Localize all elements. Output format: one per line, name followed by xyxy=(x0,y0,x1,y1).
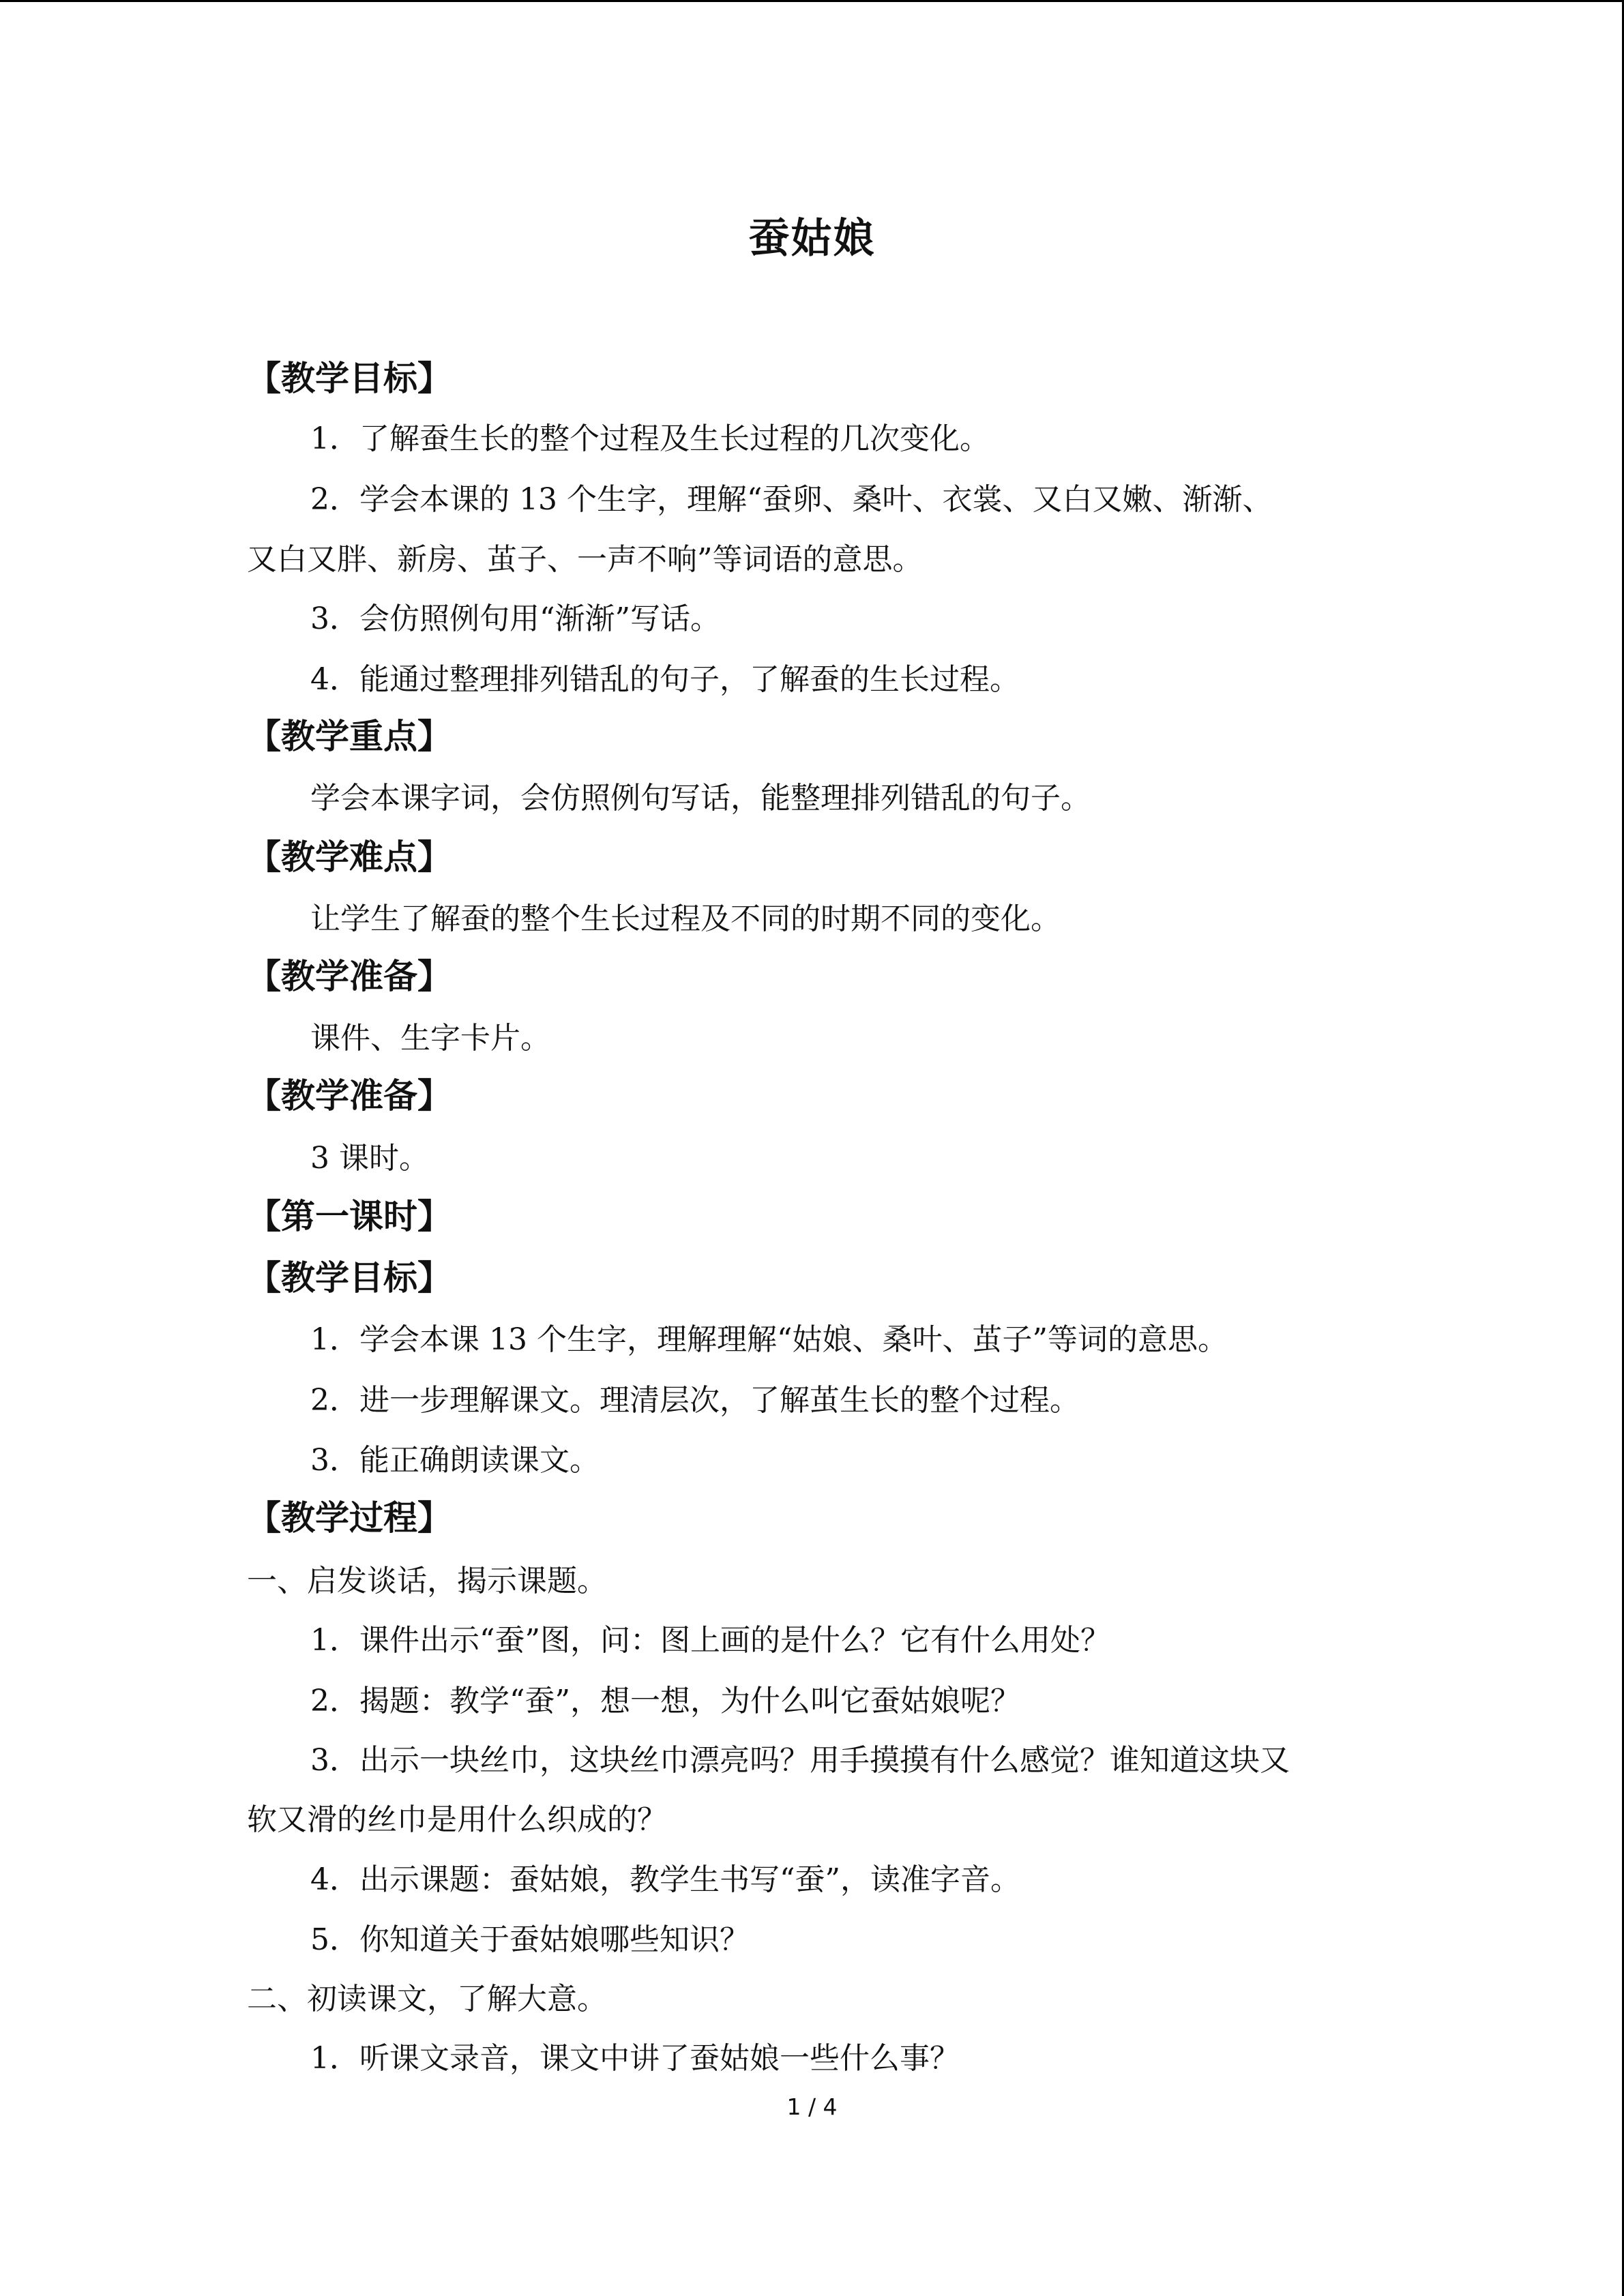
body-line: 3．能正确朗读课文。 xyxy=(310,1443,600,1478)
document-title: 蚕姑娘 xyxy=(748,215,876,263)
body-line: 5．你知道关于蚕姑娘哪些知识？ xyxy=(310,1922,750,1957)
subsection-heading: 二、初读课文，了解大意。 xyxy=(247,1982,607,2016)
body-line: 学会本课字词，会仿照例句写话，能整理排列错乱的句子。 xyxy=(310,781,1091,816)
section-heading: 【教学准备】 xyxy=(247,1076,452,1116)
body-line: 1．课件出示“蚕”图，问：图上画的是什么？它有什么用处？ xyxy=(310,1623,1110,1658)
body-line: 3 课时。 xyxy=(310,1141,429,1176)
body-line: 1．听课文录音，课文中讲了蚕姑娘一些什么事？ xyxy=(310,2041,960,2076)
section-heading: 【教学目标】 xyxy=(247,1258,452,1298)
body-line: 4．出示课题：蚕姑娘，教学生书写“蚕”，读准字音。 xyxy=(310,1862,1020,1897)
body-line-continued: 又白又胖、新房、茧子、一声不响”等词语的意思。 xyxy=(247,542,923,577)
body-line: 3．出示一块丝巾，这块丝巾漂亮吗？用手摸摸有什么感觉？谁知道这块又 xyxy=(310,1743,1290,1778)
section-heading: 【教学过程】 xyxy=(247,1498,452,1538)
section-heading: 【教学准备】 xyxy=(247,957,452,996)
body-line: 课件、生字卡片。 xyxy=(310,1021,550,1056)
body-line: 2．进一步理解课文。理清层次，了解茧生长的整个过程。 xyxy=(310,1383,1080,1418)
body-line: 1．学会本课 13 个生字，理解理解“姑娘、桑叶、茧子”等词的意思。 xyxy=(310,1322,1228,1357)
section-heading: 【教学难点】 xyxy=(247,837,452,877)
body-line: 让学生了解蚕的整个生长过程及不同的时期不同的变化。 xyxy=(310,901,1061,936)
body-line: 2．学会本课的 13 个生字，理解“蚕卵、桑叶、衣裳、又白又嫩、渐渐、 xyxy=(310,482,1273,517)
body-line: 1．了解蚕生长的整个过程及生长过程的几次变化。 xyxy=(310,421,990,456)
page-top-border xyxy=(0,0,1624,2)
subsection-heading: 一、启发谈话，揭示课题。 xyxy=(247,1564,607,1598)
body-line: 2．揭题：教学“蚕”，想一想，为什么叫它蚕姑娘呢？ xyxy=(310,1684,1020,1718)
section-heading: 【教学目标】 xyxy=(247,359,452,398)
page-number: 1 / 4 xyxy=(786,2093,838,2120)
section-heading: 【教学重点】 xyxy=(247,717,452,756)
body-line-continued: 软又滑的丝巾是用什么织成的？ xyxy=(247,1802,667,1837)
body-line: 3．会仿照例句用“渐渐”写话。 xyxy=(310,601,720,636)
section-heading: 【第一课时】 xyxy=(247,1197,452,1236)
body-line: 4．能通过整理排列错乱的句子，了解蚕的生长过程。 xyxy=(310,662,1020,697)
